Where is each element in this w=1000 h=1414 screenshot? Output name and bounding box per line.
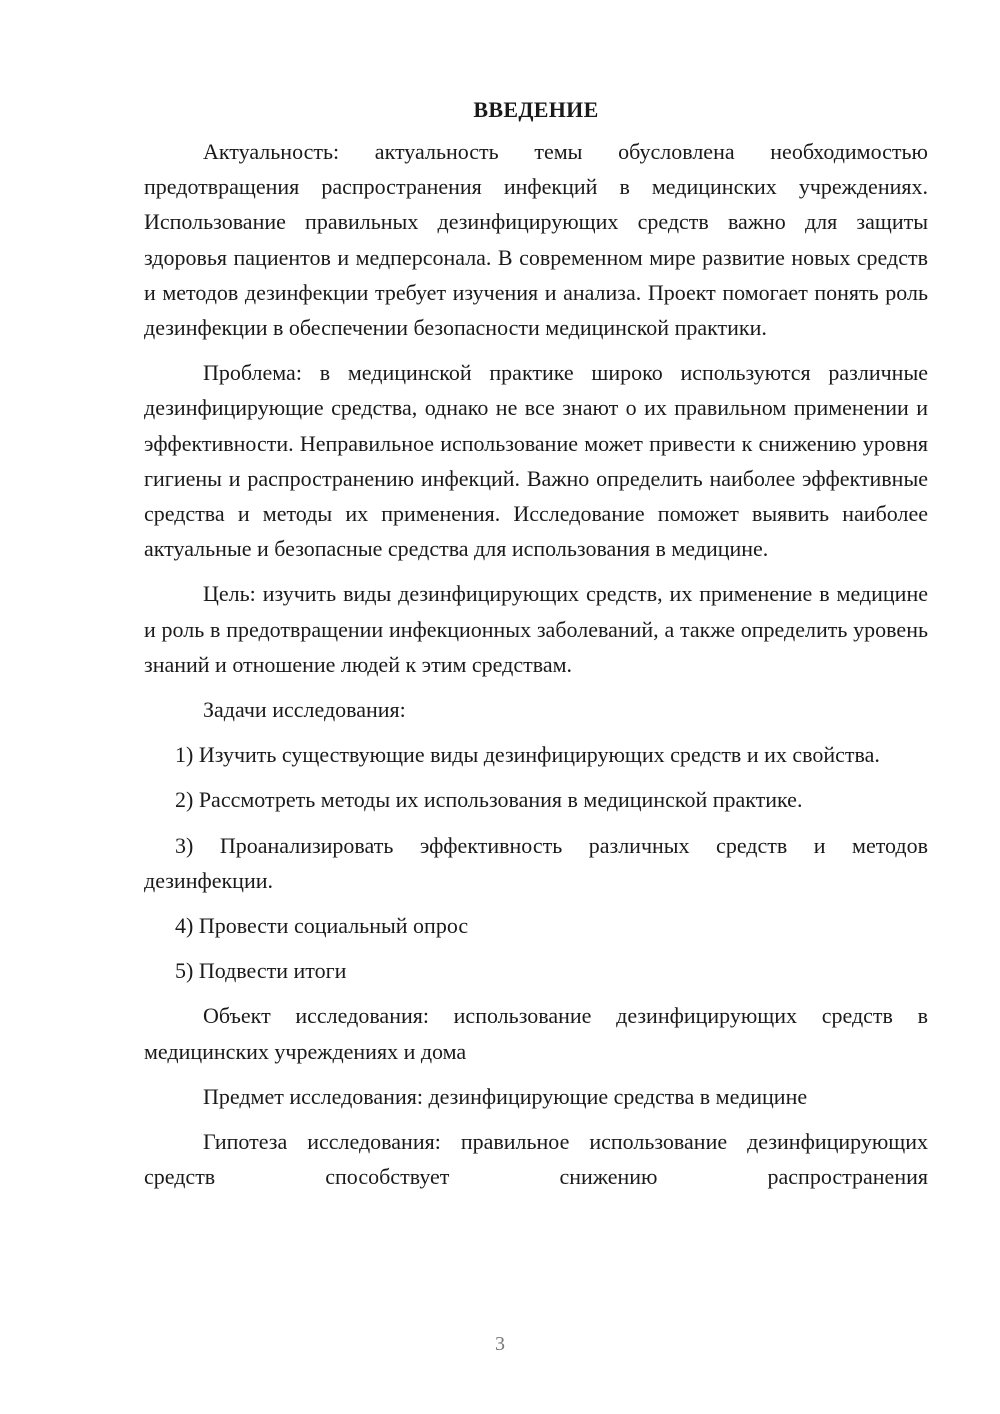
paragraph-subject: Предмет исследования: дезинфицирующие средства в медицине <box>203 1083 808 1109</box>
document-page <box>144 92 928 1204</box>
task-item-2: 2) Рассмотреть методы их использования в медицинской практике. <box>175 787 803 813</box>
task-item-1: 1) Изучить существующие виды дезинфицирующих средств и их свойства. <box>175 742 880 768</box>
paragraph-problem: Проблема: в медицинской практике широко используются различные дезинфицирующие средства, однако не все знают о их правильном применении и эффективности. Неправильное использование может привести к снижению уровня гигиены и распространению инфекций. Важно определить наиболее эффективные средства и методы их применения. Исследование поможет выявить наиболее актуальные и безопасные средства для использования в медицине. <box>144 360 928 562</box>
paragraph-hypothesis: Гипотеза исследования: правильное использование дезинфицирующих средств способствует снижению распространения <box>144 1129 928 1190</box>
section-heading: ВВЕДЕНИЕ <box>473 97 599 122</box>
tasks-title: Задачи исследования: <box>203 697 406 723</box>
paragraph-goal: Цель: изучить виды дезинфицирующих средств, их применение в медицине и роль в предотвращении инфекционных заболеваний, а также определить уровень знаний и отношение людей к этим средствам. <box>144 581 928 677</box>
task-item-5: 5) Подвести итоги <box>175 958 347 984</box>
page-number: 3 <box>495 1333 505 1355</box>
paragraph-relevance: Актуальность: актуальность темы обусловлена необходимостью предотвращения распространения инфекций в медицинских учреждениях. Использование правильных дезинфицирующих средств важно для защиты здоровья пациентов и медперсонала. В современном мире развитие новых средств и методов дезинфекции требует изучения и анализа. Проект помогает понять роль дезинфекции в обеспечении безопасности медицинской практики. <box>144 139 928 341</box>
task-item-3: 3) Проанализировать эффективность различных средств и методов дезинфекции. <box>144 832 928 893</box>
paragraph-object: Объект исследования: использование дезинфицирующих средств в медицинских учреждениях и дома <box>144 1003 928 1064</box>
task-item-4: 4) Провести социальный опрос <box>175 913 469 939</box>
